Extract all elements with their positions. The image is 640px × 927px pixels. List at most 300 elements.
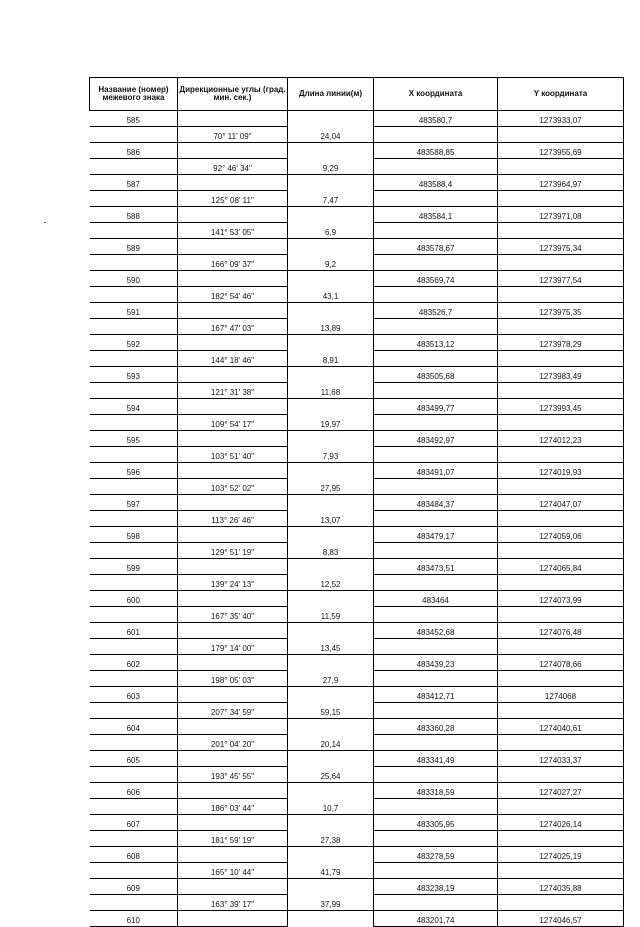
line-length: 13,89 [288,319,374,335]
empty-cell [90,607,178,623]
y-coordinate: 1273993,45 [498,399,624,415]
empty-cell [374,479,498,495]
empty-cell [178,431,288,447]
x-coordinate: 483278,59 [374,847,498,863]
empty-cell [288,559,374,575]
empty-cell [498,863,624,879]
x-coordinate: 483505,68 [374,367,498,383]
x-coordinate: 483360,28 [374,719,498,735]
y-coordinate: 1274076,48 [498,623,624,639]
table-row-segment [90,607,624,623]
y-coordinate: 1273975,34 [498,239,624,255]
point-name: 589 [90,239,178,255]
boundary-coordinates-table [89,77,624,927]
table-row-segment [90,319,624,335]
table-row-point [90,303,624,319]
table-row-segment [90,351,624,367]
empty-cell [374,287,498,303]
table-row-segment [90,575,624,591]
empty-cell [288,399,374,415]
y-coordinate: 1274078,66 [498,655,624,671]
y-coordinate: 1274027,27 [498,783,624,799]
x-coordinate: 483452,68 [374,623,498,639]
empty-cell [178,303,288,319]
line-length: 9,29 [288,159,374,175]
point-name: 593 [90,367,178,383]
table-row-point [90,175,624,191]
point-name: 591 [90,303,178,319]
y-coordinate: 1274059,06 [498,527,624,543]
header-angle: Дирекционные углы (град. мин. сек.) [178,78,288,111]
x-coordinate: 483513,12 [374,335,498,351]
direction-angle: 103° 51' 40" [178,447,288,463]
line-length: 27,38 [288,831,374,847]
empty-cell [178,239,288,255]
table-row-point [90,559,624,575]
point-name: 596 [90,463,178,479]
line-length: 59,15 [288,703,374,719]
empty-cell [498,319,624,335]
empty-cell [90,831,178,847]
empty-cell [498,223,624,239]
empty-cell [178,687,288,703]
point-name: 590 [90,271,178,287]
line-length: 19,97 [288,415,374,431]
table-row-segment [90,799,624,815]
x-coordinate: 483588,85 [374,143,498,159]
empty-cell [498,703,624,719]
direction-angle: 139° 24' 13" [178,575,288,591]
empty-cell [374,863,498,879]
line-length: 25,64 [288,767,374,783]
empty-cell [288,655,374,671]
empty-cell [498,671,624,687]
table-row-segment [90,159,624,175]
empty-cell [374,255,498,271]
y-coordinate: 1274019,93 [498,463,624,479]
empty-cell [374,127,498,143]
table-row-point [90,783,624,799]
point-name: 597 [90,495,178,511]
point-name: 594 [90,399,178,415]
empty-cell [178,719,288,735]
empty-cell [178,655,288,671]
header-name: Название (номер) межевого знака [90,78,178,111]
empty-cell [288,783,374,799]
empty-cell [374,831,498,847]
direction-angle: 167° 47' 03" [178,319,288,335]
table-row-segment [90,895,624,911]
empty-cell [288,495,374,511]
table-row-point [90,335,624,351]
empty-cell [288,303,374,319]
empty-cell [178,591,288,607]
table-row-segment [90,767,624,783]
empty-cell [374,383,498,399]
empty-cell [498,191,624,207]
empty-cell [178,783,288,799]
table-row-point [90,879,624,895]
y-coordinate: 1274068 [498,687,624,703]
y-coordinate: 1273964,97 [498,175,624,191]
y-coordinate: 1274040,61 [498,719,624,735]
empty-cell [90,895,178,911]
scan-speck [44,222,46,223]
y-coordinate: 1273977,54 [498,271,624,287]
direction-angle: 70° 11' 09" [178,127,288,143]
direction-angle: 163° 39' 17" [178,895,288,911]
empty-cell [90,639,178,655]
empty-cell [288,367,374,383]
empty-cell [288,751,374,767]
point-name: 609 [90,879,178,895]
x-coordinate: 483305,95 [374,815,498,831]
empty-cell [498,287,624,303]
empty-cell [374,319,498,335]
empty-cell [90,511,178,527]
direction-angle: 113° 26' 46" [178,511,288,527]
empty-cell [374,223,498,239]
empty-cell [90,543,178,559]
table-row-point [90,111,624,127]
y-coordinate: 1274026,14 [498,815,624,831]
table-row-point [90,655,624,671]
x-coordinate: 483492,97 [374,431,498,447]
x-coordinate: 483439,23 [374,655,498,671]
direction-angle: 198° 05' 03" [178,671,288,687]
empty-cell [178,527,288,543]
table-row-segment [90,479,624,495]
table-row-segment [90,863,624,879]
table-row-segment [90,383,624,399]
direction-angle: 141° 53' 05" [178,223,288,239]
empty-cell [178,623,288,639]
empty-cell [178,847,288,863]
y-coordinate: 1274046,57 [498,911,624,927]
x-coordinate: 483578,67 [374,239,498,255]
x-coordinate: 483201,74 [374,911,498,927]
direction-angle: 166° 09' 37" [178,255,288,271]
line-length: 13,07 [288,511,374,527]
direction-angle: 207° 34' 59" [178,703,288,719]
table-row-point [90,591,624,607]
point-name: 595 [90,431,178,447]
empty-cell [288,847,374,863]
table-row-point [90,527,624,543]
y-coordinate: 1274033,37 [498,751,624,767]
line-length: 7,47 [288,191,374,207]
empty-cell [374,447,498,463]
empty-cell [178,559,288,575]
empty-cell [288,239,374,255]
point-name: 592 [90,335,178,351]
x-coordinate: 483464 [374,591,498,607]
empty-cell [178,271,288,287]
x-coordinate: 483584,1 [374,207,498,223]
empty-cell [374,191,498,207]
empty-cell [374,671,498,687]
table-row-point [90,271,624,287]
direction-angle: 103° 52' 02" [178,479,288,495]
line-length: 7,93 [288,447,374,463]
empty-cell [374,415,498,431]
empty-cell [90,191,178,207]
empty-cell [288,175,374,191]
table-row-point [90,367,624,383]
empty-cell [178,175,288,191]
point-name: 598 [90,527,178,543]
table-header-row [90,78,624,111]
empty-cell [498,415,624,431]
table-row-point [90,143,624,159]
empty-cell [90,383,178,399]
empty-cell [498,575,624,591]
empty-cell [288,687,374,703]
empty-cell [90,799,178,815]
empty-cell [178,495,288,511]
empty-cell [374,511,498,527]
point-name: 586 [90,143,178,159]
empty-cell [288,143,374,159]
table-row-segment [90,511,624,527]
point-name: 606 [90,783,178,799]
y-coordinate: 1274035,88 [498,879,624,895]
empty-cell [288,591,374,607]
x-coordinate: 483473,51 [374,559,498,575]
header-x: X координата [374,78,498,111]
x-coordinate: 483526,7 [374,303,498,319]
empty-cell [374,639,498,655]
empty-cell [288,271,374,287]
empty-cell [288,879,374,895]
empty-cell [90,287,178,303]
line-length: 37,99 [288,895,374,911]
point-name: 585 [90,111,178,127]
direction-angle: 167° 35' 40" [178,607,288,623]
direction-angle: 121° 31' 38" [178,383,288,399]
table-row-segment [90,671,624,687]
empty-cell [288,463,374,479]
empty-cell [288,527,374,543]
direction-angle: 125° 08' 11" [178,191,288,207]
point-name: 587 [90,175,178,191]
table-row-segment [90,543,624,559]
line-length: 41,79 [288,863,374,879]
table-row-segment [90,735,624,751]
line-length: 6,9 [288,223,374,239]
empty-cell [178,911,288,927]
empty-cell [288,623,374,639]
empty-cell [374,607,498,623]
empty-cell [498,511,624,527]
point-name: 599 [90,559,178,575]
empty-cell [90,735,178,751]
empty-cell [498,351,624,367]
empty-cell [288,111,374,127]
table-row-point [90,623,624,639]
empty-cell [498,831,624,847]
direction-angle: 181° 59' 19" [178,831,288,847]
y-coordinate: 1273983,49 [498,367,624,383]
table-row-point [90,431,624,447]
direction-angle: 109° 54' 17" [178,415,288,431]
empty-cell [498,159,624,175]
empty-cell [90,255,178,271]
direction-angle: 92° 46' 34" [178,159,288,175]
table-row-point [90,719,624,735]
direction-angle: 179° 14' 00" [178,639,288,655]
direction-angle: 129° 51' 19" [178,543,288,559]
empty-cell [178,335,288,351]
empty-cell [178,111,288,127]
x-coordinate: 483588,4 [374,175,498,191]
empty-cell [288,815,374,831]
line-length: 11,68 [288,383,374,399]
empty-cell [498,639,624,655]
empty-cell [374,767,498,783]
line-length: 10,7 [288,799,374,815]
x-coordinate: 483569,74 [374,271,498,287]
y-coordinate: 1273971,08 [498,207,624,223]
empty-cell [498,767,624,783]
table-row-point [90,847,624,863]
empty-cell [374,895,498,911]
y-coordinate: 1273933,07 [498,111,624,127]
x-coordinate: 483238,19 [374,879,498,895]
x-coordinate: 483580,7 [374,111,498,127]
point-name: 608 [90,847,178,863]
line-length: 24,04 [288,127,374,143]
table-body [90,111,624,927]
y-coordinate: 1273955,69 [498,143,624,159]
header-y: Y координата [498,78,624,111]
empty-cell [498,543,624,559]
x-coordinate: 483499,77 [374,399,498,415]
point-name: 603 [90,687,178,703]
line-length: 12,52 [288,575,374,591]
table-row-segment [90,703,624,719]
empty-cell [374,543,498,559]
table-row-segment [90,447,624,463]
point-name: 610 [90,911,178,927]
y-coordinate: 1274047,07 [498,495,624,511]
line-length: 8,91 [288,351,374,367]
y-coordinate: 1274073,99 [498,591,624,607]
empty-cell [90,447,178,463]
table-row-point [90,751,624,767]
empty-cell [288,431,374,447]
empty-cell [374,735,498,751]
point-name: 588 [90,207,178,223]
line-length: 9,2 [288,255,374,271]
x-coordinate: 483318,59 [374,783,498,799]
empty-cell [288,207,374,223]
table-row-point [90,911,624,927]
empty-cell [374,351,498,367]
table-row-segment [90,287,624,303]
empty-cell [374,575,498,591]
empty-cell [498,255,624,271]
line-length: 27,9 [288,671,374,687]
point-name: 607 [90,815,178,831]
table-row-segment [90,639,624,655]
empty-cell [90,703,178,719]
empty-cell [90,767,178,783]
x-coordinate: 483484,37 [374,495,498,511]
empty-cell [90,351,178,367]
empty-cell [498,383,624,399]
direction-angle: 165° 10' 44" [178,863,288,879]
line-length: 11,59 [288,607,374,623]
empty-cell [90,671,178,687]
empty-cell [178,879,288,895]
y-coordinate: 1274012,23 [498,431,624,447]
line-length: 13,45 [288,639,374,655]
empty-cell [178,143,288,159]
empty-cell [90,863,178,879]
direction-angle: 182° 54' 46" [178,287,288,303]
empty-cell [178,463,288,479]
empty-cell [178,751,288,767]
line-length: 43,1 [288,287,374,303]
table-row-segment [90,127,624,143]
x-coordinate: 483491,07 [374,463,498,479]
empty-cell [498,479,624,495]
empty-cell [498,735,624,751]
point-name: 600 [90,591,178,607]
table-row-segment [90,223,624,239]
line-length: 8,83 [288,543,374,559]
empty-cell [178,815,288,831]
y-coordinate: 1273975,35 [498,303,624,319]
table-row-segment [90,255,624,271]
empty-cell [90,127,178,143]
empty-cell [90,159,178,175]
header-length: Длина линии(м) [288,78,374,111]
direction-angle: 186° 03' 44" [178,799,288,815]
line-length: 20,14 [288,735,374,751]
empty-cell [90,575,178,591]
empty-cell [178,207,288,223]
direction-angle: 144° 18' 46" [178,351,288,367]
empty-cell [288,719,374,735]
empty-cell [90,319,178,335]
point-name: 602 [90,655,178,671]
table-row-point [90,815,624,831]
point-name: 604 [90,719,178,735]
table-row-point [90,463,624,479]
table-row-point [90,687,624,703]
empty-cell [90,415,178,431]
y-coordinate: 1274065,84 [498,559,624,575]
empty-cell [288,335,374,351]
x-coordinate: 483341,49 [374,751,498,767]
line-length: 27,95 [288,479,374,495]
direction-angle: 193° 45' 55" [178,767,288,783]
empty-cell [374,703,498,719]
table-row-point [90,207,624,223]
empty-cell [498,799,624,815]
empty-cell [178,367,288,383]
point-name: 605 [90,751,178,767]
table-row-point [90,399,624,415]
table-row-segment [90,415,624,431]
y-coordinate: 1274025,19 [498,847,624,863]
empty-cell [374,159,498,175]
table-row-point [90,495,624,511]
empty-cell [498,607,624,623]
x-coordinate: 483412,71 [374,687,498,703]
